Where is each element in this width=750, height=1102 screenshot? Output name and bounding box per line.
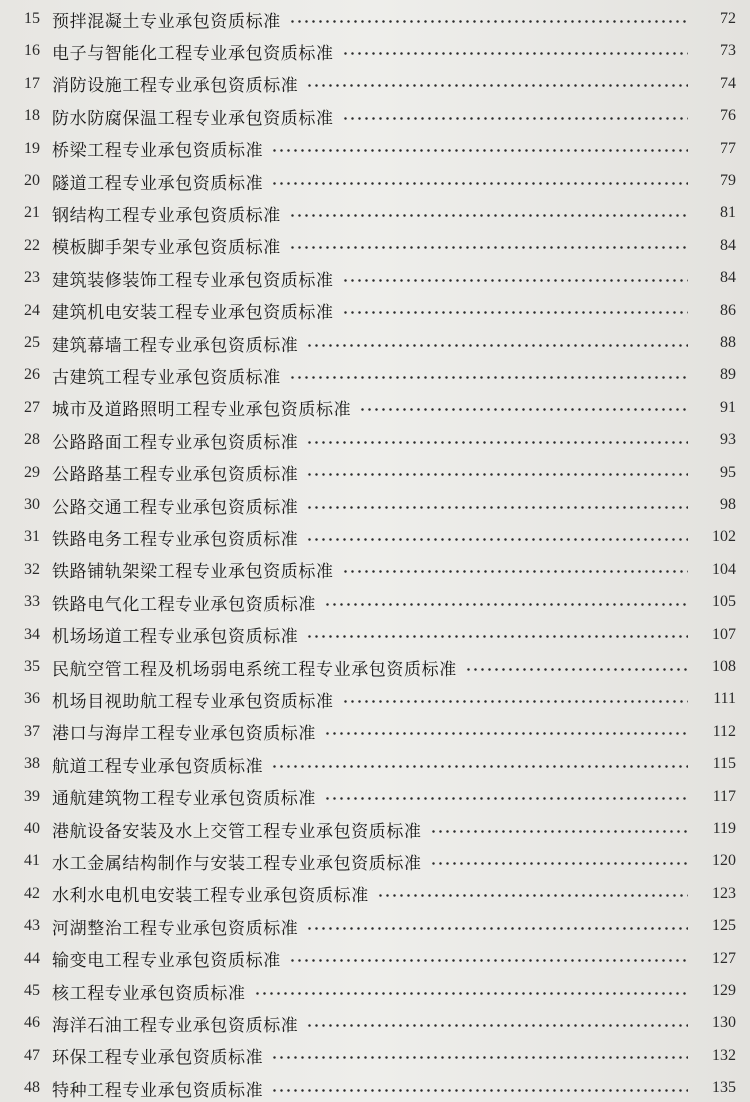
dot-leader xyxy=(289,959,688,962)
entry-number: 23 xyxy=(24,269,40,287)
entry-page-number: 105 xyxy=(712,593,736,611)
entry-page-number: 130 xyxy=(712,1014,736,1032)
entry-title: 特种工程专业承包资质标准 xyxy=(52,1080,264,1101)
entry-number: 38 xyxy=(24,755,40,773)
entry-title: 水工金属结构制作与安装工程专业承包资质标准 xyxy=(52,853,422,874)
entry-page-number: 84 xyxy=(720,269,736,287)
entry-title: 核工程专业承包资质标准 xyxy=(52,983,246,1004)
entry-number: 20 xyxy=(24,172,40,189)
dot-leader xyxy=(271,149,688,152)
entry-page-number: 73 xyxy=(720,42,736,60)
entry-number: 39 xyxy=(24,787,40,805)
dot-leader xyxy=(306,538,688,541)
entry-title: 隧道工程专业承包资质标准 xyxy=(52,173,264,194)
dot-leader xyxy=(342,279,688,282)
entry-page-number: 123 xyxy=(712,884,736,902)
toc-entry xyxy=(0,847,750,875)
entry-number: 17 xyxy=(24,74,40,92)
entry-title: 预拌混凝土专业承包资质标准 xyxy=(52,11,281,32)
toc-entry xyxy=(0,685,750,713)
entry-page-number: 127 xyxy=(712,949,736,967)
toc-entry xyxy=(0,815,750,843)
entry-page-number: 95 xyxy=(720,463,736,481)
toc-entry xyxy=(0,5,750,33)
dot-leader xyxy=(306,635,688,638)
entry-title: 城市及道路照明工程专业承包资质标准 xyxy=(52,400,352,421)
entry-number: 31 xyxy=(24,528,40,546)
dot-leader xyxy=(271,182,688,185)
entry-number: 41 xyxy=(24,852,40,870)
entry-page-number: 89 xyxy=(720,366,736,384)
dot-leader xyxy=(271,1056,688,1059)
entry-title: 模板脚手架专业承包资质标准 xyxy=(52,238,281,259)
dot-leader xyxy=(342,311,688,314)
entry-title: 民航空管工程及机场弱电系统工程专业承包资质标准 xyxy=(52,659,457,680)
toc-entry xyxy=(0,556,750,584)
dot-leader xyxy=(377,894,688,897)
entry-page-number: 79 xyxy=(720,172,736,189)
entry-number: 40 xyxy=(24,820,40,837)
dot-leader xyxy=(306,927,688,930)
entry-page-number: 91 xyxy=(720,398,736,416)
entry-page-number: 125 xyxy=(712,917,736,935)
entry-page-number: 112 xyxy=(712,722,736,740)
entry-page-number: 104 xyxy=(712,560,736,578)
entry-page-number: 76 xyxy=(720,107,736,125)
entry-page-number: 132 xyxy=(712,1046,736,1064)
dot-leader xyxy=(289,376,688,379)
entry-page-number: 77 xyxy=(720,139,736,157)
dot-leader xyxy=(430,830,688,833)
entry-title: 钢结构工程专业承包资质标准 xyxy=(52,205,281,226)
entry-page-number: 88 xyxy=(720,334,736,351)
entry-page-number: 81 xyxy=(720,204,736,222)
entry-page-number: 84 xyxy=(720,236,736,254)
entry-number: 34 xyxy=(24,625,40,643)
entry-title: 水利水电机电安装工程专业承包资质标准 xyxy=(52,886,369,907)
toc-entry xyxy=(0,264,750,292)
entry-number: 32 xyxy=(24,560,40,578)
entry-number: 24 xyxy=(24,301,40,319)
toc-entry xyxy=(0,232,750,260)
entry-page-number: 119 xyxy=(712,820,736,837)
dot-leader xyxy=(289,20,688,23)
dot-leader xyxy=(306,473,688,476)
toc-entry xyxy=(0,167,750,195)
toc-entry xyxy=(0,880,750,908)
entry-page-number: 93 xyxy=(720,431,736,449)
entry-page-number: 117 xyxy=(712,787,736,805)
entry-number: 25 xyxy=(24,334,40,351)
toc-entry xyxy=(0,977,750,1005)
toc-entry xyxy=(0,718,750,746)
entry-title: 防水防腐保温工程专业承包资质标准 xyxy=(52,108,334,129)
entry-number: 42 xyxy=(24,884,40,902)
entry-title: 港航设备安装及水上交管工程专业承包资质标准 xyxy=(52,821,422,842)
toc-entry xyxy=(0,621,750,649)
entry-page-number: 115 xyxy=(712,755,736,773)
toc-entry xyxy=(0,750,750,778)
entry-title: 机场场道工程专业承包资质标准 xyxy=(52,627,299,648)
dot-leader xyxy=(324,797,688,800)
entry-number: 21 xyxy=(24,204,40,222)
entry-page-number: 86 xyxy=(720,301,736,319)
toc-entry xyxy=(0,783,750,811)
toc-entry xyxy=(0,361,750,389)
entry-number: 47 xyxy=(24,1046,40,1064)
entry-title: 海洋石油工程专业承包资质标准 xyxy=(52,1015,299,1036)
entry-title: 建筑幕墙工程专业承包资质标准 xyxy=(52,335,299,356)
dot-leader xyxy=(289,246,688,249)
entry-number: 26 xyxy=(24,366,40,384)
entry-title: 建筑机电安装工程专业承包资质标准 xyxy=(52,303,334,324)
toc-entry xyxy=(0,199,750,227)
entry-title: 港口与海岸工程专业承包资质标准 xyxy=(52,724,316,745)
entry-number: 18 xyxy=(24,107,40,125)
entry-page-number: 129 xyxy=(712,982,736,999)
toc-entry xyxy=(0,945,750,973)
toc-entry xyxy=(0,394,750,422)
toc-entry xyxy=(0,459,750,487)
toc-entry xyxy=(0,523,750,551)
dot-leader xyxy=(342,52,688,55)
entry-title: 公路路基工程专业承包资质标准 xyxy=(52,465,299,486)
toc-entry xyxy=(0,135,750,163)
entry-title: 消防设施工程专业承包资质标准 xyxy=(52,76,299,97)
entry-title: 铁路电务工程专业承包资质标准 xyxy=(52,529,299,550)
dot-leader xyxy=(465,668,688,671)
entry-page-number: 74 xyxy=(720,74,736,92)
entry-number: 27 xyxy=(24,398,40,416)
dot-leader xyxy=(324,603,688,606)
toc-entry xyxy=(0,329,750,357)
entry-page-number: 102 xyxy=(712,528,736,546)
entry-title: 公路路面工程专业承包资质标准 xyxy=(52,432,299,453)
entry-number: 19 xyxy=(24,139,40,157)
entry-page-number: 111 xyxy=(713,690,736,708)
entry-number: 43 xyxy=(24,917,40,935)
entry-number: 22 xyxy=(24,236,40,254)
entry-number: 44 xyxy=(24,949,40,967)
dot-leader xyxy=(430,862,688,865)
entry-title: 机场目视助航工程专业承包资质标准 xyxy=(52,691,334,712)
entry-number: 37 xyxy=(24,722,40,740)
toc-entry xyxy=(0,1042,750,1070)
entry-number: 48 xyxy=(24,1079,40,1097)
entry-number: 30 xyxy=(24,496,40,513)
entry-title: 古建筑工程专业承包资质标准 xyxy=(52,367,281,388)
entry-title: 公路交通工程专业承包资质标准 xyxy=(52,497,299,518)
entry-page-number: 107 xyxy=(712,625,736,643)
entry-number: 45 xyxy=(24,982,40,999)
dot-leader xyxy=(306,84,688,87)
dot-leader xyxy=(271,765,688,768)
entry-title: 建筑装修装饰工程专业承包资质标准 xyxy=(52,270,334,291)
entry-title: 铁路铺轨架梁工程专业承包资质标准 xyxy=(52,562,334,583)
entry-number: 33 xyxy=(24,593,40,611)
toc-entry xyxy=(0,912,750,940)
dot-leader xyxy=(254,992,688,995)
toc-entry xyxy=(0,653,750,681)
toc-entry xyxy=(0,102,750,130)
entry-title: 通航建筑物工程专业承包资质标准 xyxy=(52,789,316,810)
dot-leader xyxy=(342,117,688,120)
entry-title: 航道工程专业承包资质标准 xyxy=(52,756,264,777)
dot-leader xyxy=(342,700,688,703)
dot-leader xyxy=(324,732,688,735)
entry-number: 15 xyxy=(24,10,40,27)
toc-entry xyxy=(0,70,750,98)
toc-entry xyxy=(0,1009,750,1037)
entry-title: 桥梁工程专业承包资质标准 xyxy=(52,141,264,162)
entry-number: 35 xyxy=(24,658,40,675)
entry-title: 河湖整治工程专业承包资质标准 xyxy=(52,918,299,939)
entry-title: 输变电工程专业承包资质标准 xyxy=(52,951,281,972)
dot-leader xyxy=(306,441,688,444)
dot-leader xyxy=(306,1024,688,1027)
entry-number: 29 xyxy=(24,463,40,481)
entry-number: 46 xyxy=(24,1014,40,1032)
toc-entry xyxy=(0,37,750,65)
entry-number: 36 xyxy=(24,690,40,708)
entry-page-number: 108 xyxy=(712,658,736,675)
entry-number: 16 xyxy=(24,42,40,60)
entry-title: 环保工程专业承包资质标准 xyxy=(52,1048,264,1069)
toc-entry xyxy=(0,426,750,454)
dot-leader xyxy=(342,570,688,573)
entry-title: 电子与智能化工程专业承包资质标准 xyxy=(52,43,334,64)
dot-leader xyxy=(306,506,688,509)
toc-entry xyxy=(0,491,750,519)
dot-leader xyxy=(359,408,688,411)
entry-page-number: 120 xyxy=(712,852,736,870)
dot-leader xyxy=(306,344,688,347)
toc-entry xyxy=(0,297,750,325)
toc-entry xyxy=(0,588,750,616)
entry-page-number: 98 xyxy=(720,496,736,513)
dot-leader xyxy=(271,1089,688,1092)
entry-page-number: 72 xyxy=(720,10,736,27)
entry-title: 铁路电气化工程专业承包资质标准 xyxy=(52,594,316,615)
dot-leader xyxy=(289,214,688,217)
entry-page-number: 135 xyxy=(712,1079,736,1097)
entry-number: 28 xyxy=(24,431,40,449)
